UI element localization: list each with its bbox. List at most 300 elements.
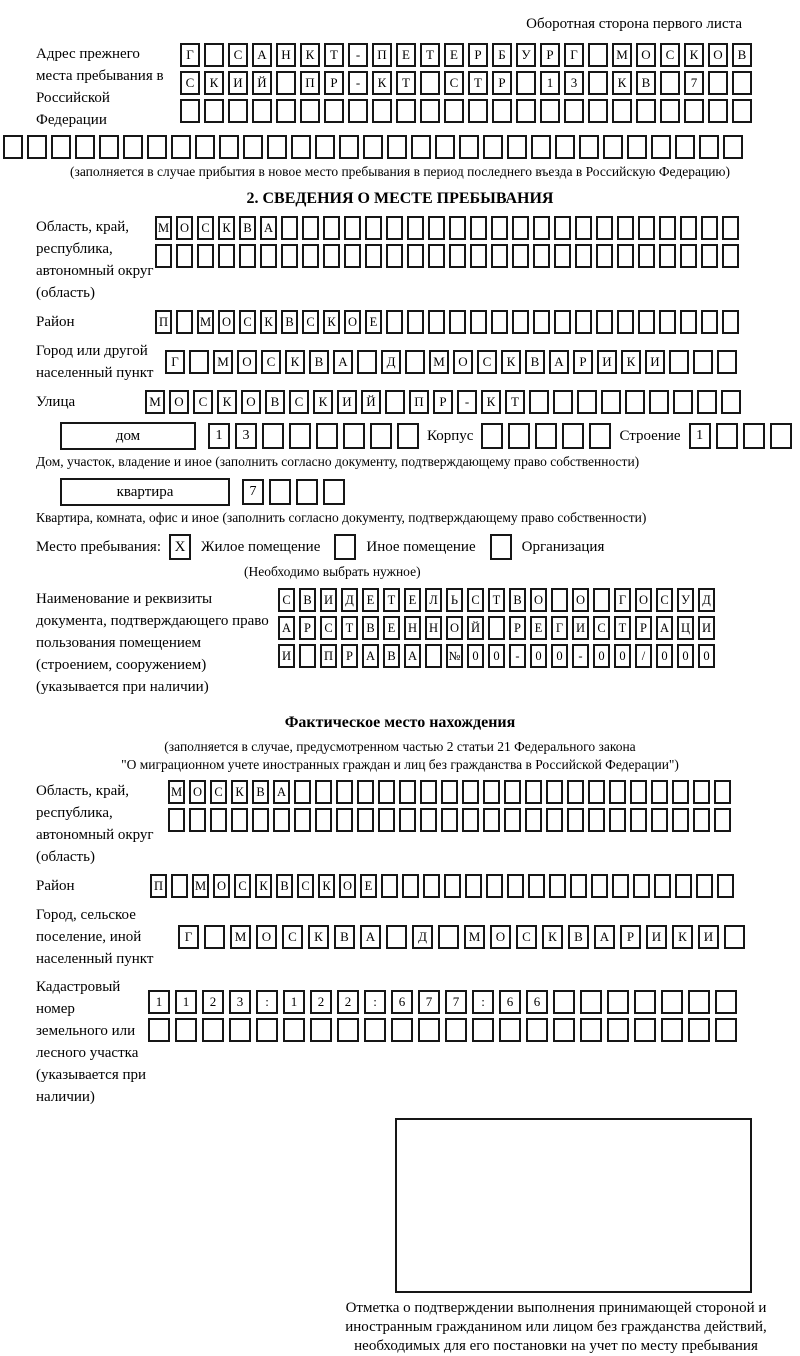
char-cell[interactable] — [627, 135, 647, 159]
char-cell[interactable] — [423, 874, 440, 898]
char-cell[interactable] — [732, 99, 752, 123]
char-cell[interactable] — [365, 244, 382, 268]
char-cell[interactable] — [708, 99, 728, 123]
char-cell[interactable] — [387, 135, 407, 159]
char-cell[interactable] — [675, 874, 692, 898]
char-cell[interactable] — [661, 1018, 683, 1042]
char-cell[interactable] — [391, 1018, 413, 1042]
char-cell[interactable]: С — [516, 925, 537, 949]
char-cell[interactable]: И — [228, 71, 248, 95]
char-cell[interactable] — [601, 390, 621, 414]
char-cell[interactable]: П — [372, 43, 392, 67]
char-cell[interactable] — [459, 135, 479, 159]
char-cell[interactable]: В — [525, 350, 545, 374]
char-cell[interactable] — [252, 99, 272, 123]
char-cell[interactable]: К — [204, 71, 224, 95]
char-cell[interactable] — [699, 135, 719, 159]
char-cell[interactable] — [593, 588, 610, 612]
char-cell[interactable] — [267, 135, 287, 159]
char-cell[interactable] — [189, 350, 209, 374]
char-cell[interactable] — [462, 808, 479, 832]
char-cell[interactable]: 1 — [208, 423, 230, 449]
char-cell[interactable]: Г — [564, 43, 584, 67]
char-cell[interactable]: О — [635, 588, 652, 612]
char-cell[interactable]: С — [656, 588, 673, 612]
char-cell[interactable] — [634, 990, 656, 1014]
char-cell[interactable] — [420, 99, 440, 123]
char-cell[interactable]: О — [446, 616, 463, 640]
char-cell[interactable]: А — [252, 43, 272, 67]
char-cell[interactable]: 0 — [551, 644, 568, 668]
char-cell[interactable]: М — [213, 350, 233, 374]
char-cell[interactable] — [148, 1018, 170, 1042]
char-cell[interactable] — [693, 350, 713, 374]
char-cell[interactable] — [364, 1018, 386, 1042]
char-cell[interactable] — [407, 244, 424, 268]
char-cell[interactable] — [701, 244, 718, 268]
char-cell[interactable] — [399, 808, 416, 832]
char-cell[interactable]: М — [155, 216, 172, 240]
char-cell[interactable] — [743, 423, 765, 449]
char-cell[interactable] — [591, 874, 608, 898]
char-cell[interactable]: В — [281, 310, 298, 334]
char-cell[interactable] — [396, 99, 416, 123]
char-cell[interactable]: И — [572, 616, 589, 640]
char-cell[interactable]: Т — [324, 43, 344, 67]
char-cell[interactable] — [294, 808, 311, 832]
char-cell[interactable]: Е — [404, 588, 421, 612]
char-cell[interactable] — [638, 216, 655, 240]
char-cell[interactable] — [562, 423, 584, 449]
char-cell[interactable]: Ь — [446, 588, 463, 612]
char-cell[interactable]: К — [323, 310, 340, 334]
char-cell[interactable]: 0 — [467, 644, 484, 668]
char-cell[interactable]: А — [404, 644, 421, 668]
char-cell[interactable] — [239, 244, 256, 268]
char-cell[interactable] — [465, 874, 482, 898]
char-cell[interactable]: 2 — [310, 990, 332, 1014]
char-cell[interactable] — [636, 99, 656, 123]
char-cell[interactable]: 2 — [337, 990, 359, 1014]
char-cell[interactable] — [176, 310, 193, 334]
char-cell[interactable] — [378, 808, 395, 832]
char-cell[interactable]: К — [542, 925, 563, 949]
char-cell[interactable]: О — [189, 780, 206, 804]
char-cell[interactable]: В — [239, 216, 256, 240]
char-cell[interactable] — [589, 423, 611, 449]
char-cell[interactable]: Г — [614, 588, 631, 612]
char-cell[interactable]: Н — [425, 616, 442, 640]
char-cell[interactable] — [535, 423, 557, 449]
char-cell[interactable] — [481, 423, 503, 449]
char-cell[interactable]: Р — [620, 925, 641, 949]
char-cell[interactable]: Т — [341, 616, 358, 640]
char-cell[interactable]: М — [197, 310, 214, 334]
char-cell[interactable] — [229, 1018, 251, 1042]
char-cell[interactable] — [607, 1018, 629, 1042]
char-cell[interactable]: Е — [383, 616, 400, 640]
char-cell[interactable] — [302, 216, 319, 240]
char-cell[interactable]: В — [309, 350, 329, 374]
char-cell[interactable] — [315, 808, 332, 832]
char-cell[interactable] — [555, 135, 575, 159]
char-cell[interactable] — [378, 780, 395, 804]
char-cell[interactable] — [688, 990, 710, 1014]
char-cell[interactable] — [596, 310, 613, 334]
char-cell[interactable] — [386, 310, 403, 334]
char-cell[interactable]: И — [278, 644, 295, 668]
char-cell[interactable]: И — [698, 925, 719, 949]
char-cell[interactable] — [323, 216, 340, 240]
char-cell[interactable] — [155, 244, 172, 268]
char-cell[interactable]: С — [289, 390, 309, 414]
char-cell[interactable] — [470, 244, 487, 268]
char-cell[interactable] — [276, 71, 296, 95]
char-cell[interactable]: И — [698, 616, 715, 640]
char-cell[interactable]: К — [255, 874, 272, 898]
char-cell[interactable] — [407, 310, 424, 334]
char-cell[interactable] — [444, 99, 464, 123]
char-cell[interactable] — [441, 780, 458, 804]
house-box[interactable]: дом — [60, 422, 196, 450]
char-cell[interactable]: 1 — [540, 71, 560, 95]
char-cell[interactable]: 1 — [689, 423, 711, 449]
char-cell[interactable] — [323, 244, 340, 268]
char-cell[interactable] — [337, 1018, 359, 1042]
char-cell[interactable] — [567, 808, 584, 832]
char-cell[interactable]: А — [594, 925, 615, 949]
char-cell[interactable]: О — [213, 874, 230, 898]
char-cell[interactable] — [588, 99, 608, 123]
char-cell[interactable]: 1 — [175, 990, 197, 1014]
char-cell[interactable]: 0 — [677, 644, 694, 668]
char-cell[interactable] — [336, 808, 353, 832]
char-cell[interactable] — [546, 808, 563, 832]
char-cell[interactable]: О — [241, 390, 261, 414]
checkbox-residential[interactable]: X — [169, 534, 191, 560]
char-cell[interactable]: Г — [178, 925, 199, 949]
char-cell[interactable]: Р — [573, 350, 593, 374]
char-cell[interactable]: С — [282, 925, 303, 949]
char-cell[interactable] — [732, 71, 752, 95]
char-cell[interactable]: / — [635, 644, 652, 668]
char-cell[interactable] — [570, 874, 587, 898]
char-cell[interactable]: С — [261, 350, 281, 374]
char-cell[interactable] — [546, 780, 563, 804]
char-cell[interactable]: Р — [341, 644, 358, 668]
char-cell[interactable]: - — [348, 43, 368, 67]
char-cell[interactable] — [672, 780, 689, 804]
char-cell[interactable]: 6 — [526, 990, 548, 1014]
char-cell[interactable]: 6 — [391, 990, 413, 1014]
char-cell[interactable] — [680, 216, 697, 240]
char-cell[interactable] — [612, 99, 632, 123]
char-cell[interactable]: С — [660, 43, 680, 67]
char-cell[interactable] — [580, 1018, 602, 1042]
char-cell[interactable]: 7 — [684, 71, 704, 95]
char-cell[interactable]: К — [372, 71, 392, 95]
char-cell[interactable] — [344, 244, 361, 268]
char-cell[interactable] — [269, 479, 291, 505]
char-cell[interactable] — [171, 135, 191, 159]
char-cell[interactable] — [540, 99, 560, 123]
char-cell[interactable] — [372, 99, 392, 123]
char-cell[interactable]: - — [572, 644, 589, 668]
char-cell[interactable] — [483, 135, 503, 159]
char-cell[interactable]: О — [636, 43, 656, 67]
char-cell[interactable]: Л — [425, 588, 442, 612]
char-cell[interactable]: П — [150, 874, 167, 898]
char-cell[interactable]: Д — [412, 925, 433, 949]
char-cell[interactable] — [673, 390, 693, 414]
char-cell[interactable] — [243, 135, 263, 159]
char-cell[interactable]: Й — [361, 390, 381, 414]
char-cell[interactable] — [554, 310, 571, 334]
char-cell[interactable] — [175, 1018, 197, 1042]
char-cell[interactable]: К — [218, 216, 235, 240]
char-cell[interactable]: П — [409, 390, 429, 414]
char-cell[interactable] — [721, 390, 741, 414]
char-cell[interactable] — [294, 780, 311, 804]
char-cell[interactable]: А — [362, 644, 379, 668]
char-cell[interactable] — [363, 135, 383, 159]
char-cell[interactable] — [438, 925, 459, 949]
char-cell[interactable] — [508, 423, 530, 449]
char-cell[interactable]: В — [509, 588, 526, 612]
char-cell[interactable] — [370, 423, 392, 449]
char-cell[interactable]: Т — [505, 390, 525, 414]
char-cell[interactable] — [381, 874, 398, 898]
char-cell[interactable] — [684, 99, 704, 123]
char-cell[interactable] — [449, 216, 466, 240]
char-cell[interactable] — [386, 925, 407, 949]
char-cell[interactable]: В — [252, 780, 269, 804]
char-cell[interactable] — [625, 390, 645, 414]
char-cell[interactable]: В — [362, 616, 379, 640]
char-cell[interactable] — [507, 135, 527, 159]
char-cell[interactable] — [659, 244, 676, 268]
char-cell[interactable]: Р — [324, 71, 344, 95]
char-cell[interactable] — [488, 616, 505, 640]
char-cell[interactable] — [75, 135, 95, 159]
char-cell[interactable]: А — [278, 616, 295, 640]
char-cell[interactable] — [516, 99, 536, 123]
char-cell[interactable]: И — [337, 390, 357, 414]
char-cell[interactable] — [219, 135, 239, 159]
char-cell[interactable] — [596, 216, 613, 240]
char-cell[interactable]: Р — [433, 390, 453, 414]
char-cell[interactable] — [197, 244, 214, 268]
char-cell[interactable] — [486, 874, 503, 898]
char-cell[interactable] — [654, 874, 671, 898]
char-cell[interactable]: О — [339, 874, 356, 898]
char-cell[interactable] — [715, 990, 737, 1014]
char-cell[interactable] — [385, 390, 405, 414]
char-cell[interactable] — [577, 390, 597, 414]
char-cell[interactable]: М — [464, 925, 485, 949]
char-cell[interactable]: У — [516, 43, 536, 67]
char-cell[interactable]: - — [348, 71, 368, 95]
char-cell[interactable] — [596, 244, 613, 268]
char-cell[interactable]: М — [429, 350, 449, 374]
char-cell[interactable] — [3, 135, 23, 159]
char-cell[interactable]: : — [256, 990, 278, 1014]
char-cell[interactable] — [228, 99, 248, 123]
char-cell[interactable] — [343, 423, 365, 449]
char-cell[interactable]: 0 — [614, 644, 631, 668]
char-cell[interactable]: Й — [467, 616, 484, 640]
char-cell[interactable] — [716, 423, 738, 449]
char-cell[interactable] — [526, 1018, 548, 1042]
char-cell[interactable]: Т — [396, 71, 416, 95]
char-cell[interactable] — [262, 423, 284, 449]
char-cell[interactable] — [276, 99, 296, 123]
char-cell[interactable]: А — [549, 350, 569, 374]
char-cell[interactable] — [617, 216, 634, 240]
char-cell[interactable] — [123, 135, 143, 159]
checkbox-organization[interactable] — [490, 534, 512, 560]
char-cell[interactable] — [617, 310, 634, 334]
char-cell[interactable]: К — [481, 390, 501, 414]
char-cell[interactable] — [299, 644, 316, 668]
char-cell[interactable] — [715, 1018, 737, 1042]
char-cell[interactable]: О — [453, 350, 473, 374]
char-cell[interactable]: Д — [698, 588, 715, 612]
char-cell[interactable] — [425, 644, 442, 668]
char-cell[interactable]: 0 — [488, 644, 505, 668]
char-cell[interactable]: 7 — [242, 479, 264, 505]
char-cell[interactable]: 1 — [283, 990, 305, 1014]
char-cell[interactable] — [633, 874, 650, 898]
char-cell[interactable] — [492, 99, 512, 123]
char-cell[interactable]: 7 — [445, 990, 467, 1014]
char-cell[interactable] — [701, 310, 718, 334]
char-cell[interactable] — [324, 99, 344, 123]
char-cell[interactable] — [357, 780, 374, 804]
char-cell[interactable]: - — [457, 390, 477, 414]
char-cell[interactable]: П — [320, 644, 337, 668]
char-cell[interactable]: С — [180, 71, 200, 95]
char-cell[interactable]: И — [646, 925, 667, 949]
char-cell[interactable]: В — [636, 71, 656, 95]
char-cell[interactable] — [512, 310, 529, 334]
char-cell[interactable] — [693, 808, 710, 832]
char-cell[interactable] — [405, 350, 425, 374]
char-cell[interactable] — [310, 1018, 332, 1042]
char-cell[interactable]: М — [612, 43, 632, 67]
char-cell[interactable]: 0 — [593, 644, 610, 668]
char-cell[interactable]: Р — [540, 43, 560, 67]
char-cell[interactable] — [660, 71, 680, 95]
char-cell[interactable] — [323, 479, 345, 505]
char-cell[interactable] — [420, 71, 440, 95]
char-cell[interactable]: В — [265, 390, 285, 414]
char-cell[interactable] — [348, 99, 368, 123]
char-cell[interactable]: Е — [444, 43, 464, 67]
char-cell[interactable]: Е — [530, 616, 547, 640]
char-cell[interactable] — [491, 310, 508, 334]
char-cell[interactable] — [441, 808, 458, 832]
char-cell[interactable] — [516, 71, 536, 95]
char-cell[interactable]: С — [234, 874, 251, 898]
char-cell[interactable]: О — [708, 43, 728, 67]
char-cell[interactable] — [553, 390, 573, 414]
char-cell[interactable]: О — [218, 310, 235, 334]
char-cell[interactable] — [722, 310, 739, 334]
char-cell[interactable] — [533, 244, 550, 268]
char-cell[interactable] — [553, 1018, 575, 1042]
char-cell[interactable] — [722, 244, 739, 268]
char-cell[interactable] — [204, 925, 225, 949]
char-cell[interactable] — [649, 390, 669, 414]
char-cell[interactable] — [420, 808, 437, 832]
char-cell[interactable]: Т — [420, 43, 440, 67]
char-cell[interactable]: 0 — [698, 644, 715, 668]
char-cell[interactable] — [588, 71, 608, 95]
char-cell[interactable] — [281, 244, 298, 268]
char-cell[interactable]: Р — [635, 616, 652, 640]
char-cell[interactable]: Е — [360, 874, 377, 898]
char-cell[interactable]: 3 — [235, 423, 257, 449]
char-cell[interactable]: Р — [509, 616, 526, 640]
char-cell[interactable] — [202, 1018, 224, 1042]
char-cell[interactable] — [714, 780, 731, 804]
char-cell[interactable] — [449, 310, 466, 334]
char-cell[interactable] — [661, 990, 683, 1014]
apartment-box[interactable]: квартира — [60, 478, 230, 506]
char-cell[interactable] — [575, 244, 592, 268]
char-cell[interactable] — [531, 135, 551, 159]
char-cell[interactable] — [579, 135, 599, 159]
char-cell[interactable] — [575, 216, 592, 240]
char-cell[interactable]: В — [334, 925, 355, 949]
char-cell[interactable]: 2 — [202, 990, 224, 1014]
char-cell[interactable] — [315, 780, 332, 804]
char-cell[interactable]: К — [285, 350, 305, 374]
char-cell[interactable] — [603, 135, 623, 159]
char-cell[interactable] — [470, 310, 487, 334]
char-cell[interactable] — [339, 135, 359, 159]
char-cell[interactable] — [180, 99, 200, 123]
char-cell[interactable]: К — [621, 350, 641, 374]
char-cell[interactable] — [357, 350, 377, 374]
char-cell[interactable] — [300, 99, 320, 123]
char-cell[interactable] — [420, 780, 437, 804]
char-cell[interactable]: С — [239, 310, 256, 334]
char-cell[interactable] — [609, 780, 626, 804]
char-cell[interactable]: В — [276, 874, 293, 898]
char-cell[interactable] — [580, 990, 602, 1014]
char-cell[interactable]: К — [672, 925, 693, 949]
char-cell[interactable]: 0 — [656, 644, 673, 668]
char-cell[interactable]: Д — [381, 350, 401, 374]
char-cell[interactable] — [630, 780, 647, 804]
char-cell[interactable] — [171, 874, 188, 898]
char-cell[interactable] — [672, 808, 689, 832]
char-cell[interactable]: О — [237, 350, 257, 374]
char-cell[interactable] — [651, 808, 668, 832]
char-cell[interactable] — [533, 216, 550, 240]
char-cell[interactable] — [231, 808, 248, 832]
char-cell[interactable]: Г — [180, 43, 200, 67]
char-cell[interactable] — [399, 780, 416, 804]
char-cell[interactable]: : — [364, 990, 386, 1014]
char-cell[interactable] — [607, 990, 629, 1014]
char-cell[interactable] — [147, 135, 167, 159]
char-cell[interactable]: К — [260, 310, 277, 334]
char-cell[interactable] — [680, 244, 697, 268]
char-cell[interactable] — [365, 216, 382, 240]
